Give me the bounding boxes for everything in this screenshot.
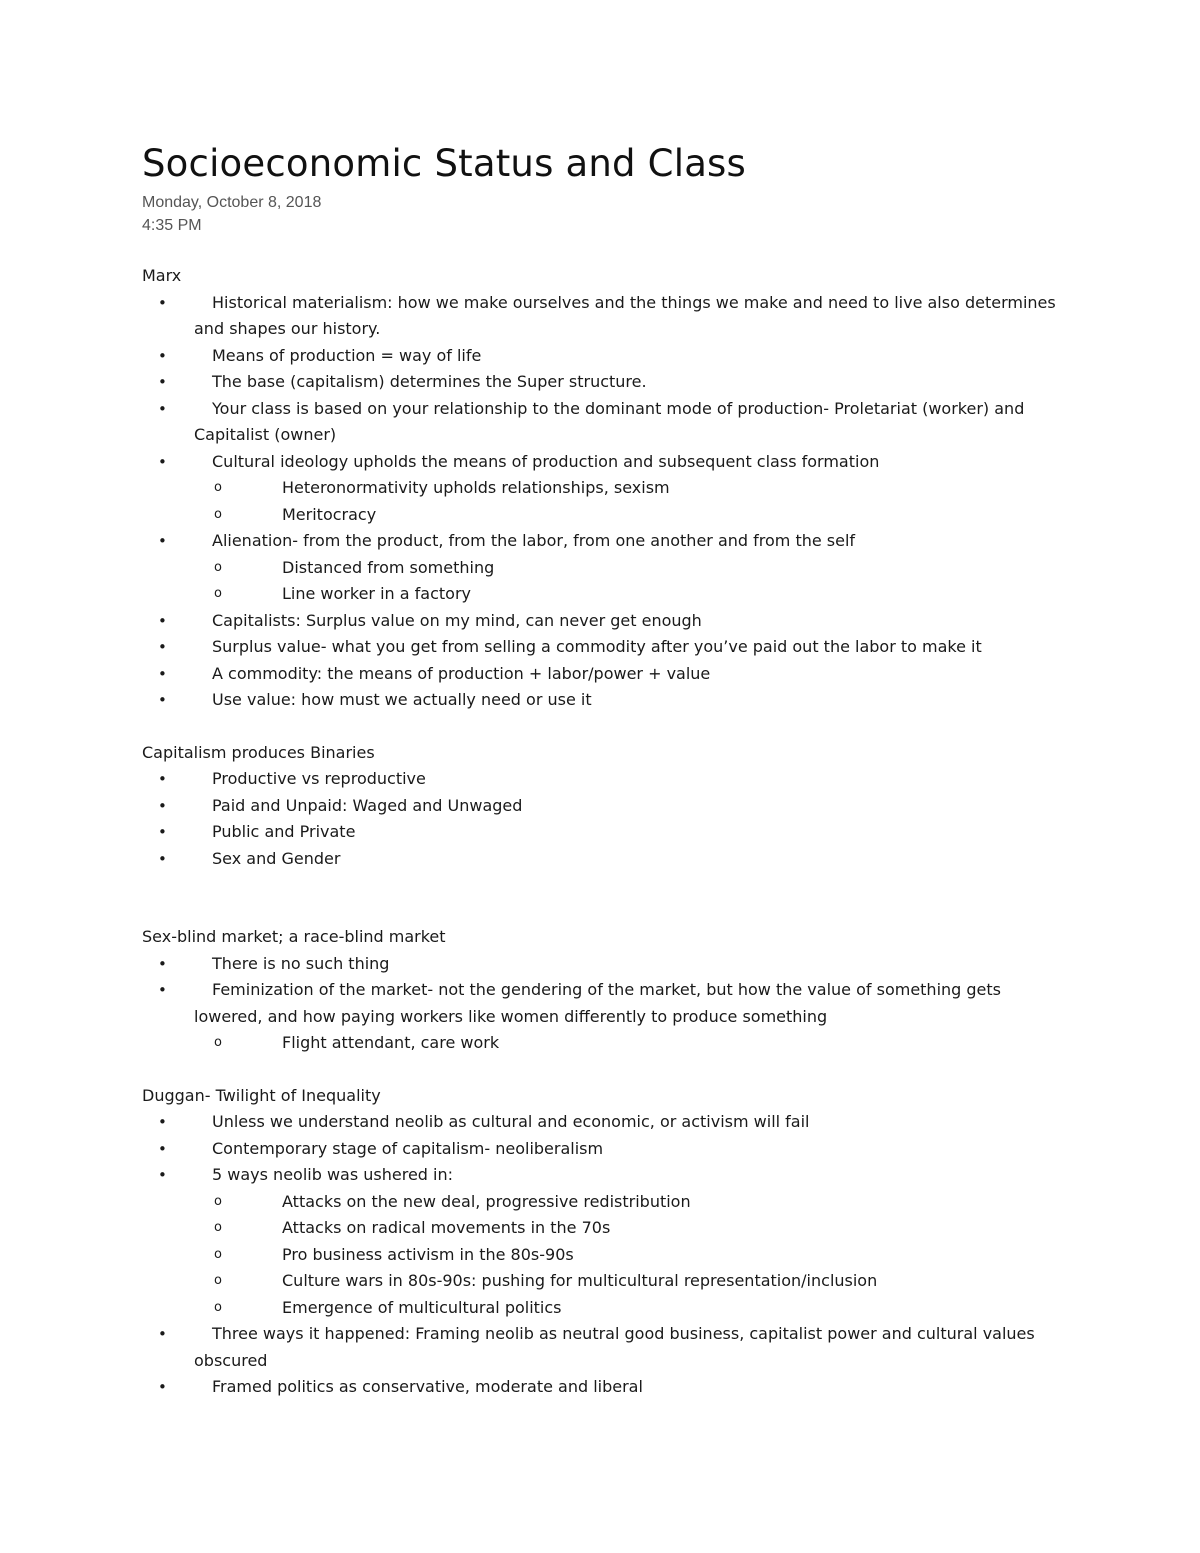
sub-bullet-circle-icon: o: [214, 586, 222, 601]
bullet-text: Sex and Gender: [212, 848, 341, 868]
section-heading: Marx: [142, 266, 182, 285]
bullet-dot-icon: •: [158, 611, 167, 630]
bullet-text: Framed politics as conservative, moderate and liberal: [212, 1377, 643, 1396]
bullet-dot-icon: •: [158, 1113, 167, 1131]
bullet-item: [142, 793, 1072, 820]
section-heading: Capitalism produces Binaries: [142, 742, 375, 762]
section-sex-blind-market-a-race-blind-: [142, 924, 1072, 1057]
bullet-text: Surplus value- what you get from selling a commodity after you’ve paid out the labor to make it: [212, 637, 982, 656]
bullet-item: [142, 396, 1072, 449]
bullet-item: [142, 977, 1072, 1030]
bullet-dot-icon: •: [158, 638, 167, 656]
bullet-dot-icon: •: [158, 770, 167, 788]
sub-bullet-circle-icon: o: [214, 506, 222, 522]
sub-bullet-text: Pro business activism in the 80s-90s: [282, 1244, 574, 1264]
bullet-item: [142, 634, 1072, 661]
bullet-item: [142, 687, 1072, 714]
bullet-text: Unless we understand neolib as cultural and economic, or activism will fail: [212, 1112, 810, 1131]
bullet-text: Public and Private: [212, 822, 356, 841]
section-capitalism-produces-binaries: [142, 740, 1072, 873]
bullet-dot-icon: •: [158, 532, 167, 550]
bullet-item: [142, 846, 1072, 873]
bullet-item: [142, 819, 1072, 846]
bullet-dot-icon: •: [158, 346, 167, 365]
bullet-list: [142, 766, 1072, 872]
note-date: Monday, October 8, 2018: [142, 194, 322, 211]
bullet-dot-icon: •: [158, 1166, 167, 1184]
bullet-item: [142, 1162, 1072, 1189]
bullet-text: A commodity: the means of production + labor/power + value: [212, 663, 711, 683]
bullet-dot-icon: •: [158, 796, 167, 815]
bullet-text: Alienation- from the product, from the labor, from one another and from the self: [212, 531, 856, 550]
bullet-text: Use value: how must we actually need or use it: [212, 690, 592, 709]
bullet-item: [142, 766, 1072, 793]
sub-bullet-text: Meritocracy: [282, 504, 377, 524]
bullet-item: [142, 951, 1072, 978]
bullet-text: Historical materialism: how we make ourselves and the things we make and need to live also determines and shapes our history.: [194, 292, 1056, 338]
sub-bullet-circle-icon: o: [214, 1220, 222, 1235]
sub-bullet-text: Attacks on radical movements in the 70s: [282, 1218, 611, 1237]
bullet-item: [142, 1374, 1072, 1401]
section-marx: [142, 263, 1072, 714]
sub-bullet-circle-icon: o: [214, 1299, 222, 1315]
bullet-item: [142, 608, 1072, 635]
note-time: 4:35 PM: [142, 217, 202, 234]
bullet-item: [142, 528, 1072, 555]
sub-bullet-item: [142, 1295, 1072, 1322]
sub-bullet-circle-icon: o: [214, 1246, 222, 1262]
bullet-item: [142, 369, 1072, 396]
bullet-item: [142, 290, 1072, 343]
sub-bullet-item: [142, 1242, 1072, 1269]
bullet-text: Means of production = way of life: [212, 345, 482, 365]
bullet-list: [142, 951, 1072, 1057]
sub-bullet-text: Line worker in a factory: [282, 584, 471, 603]
bullet-text: Three ways it happened: Framing neolib as neutral good business, capitalist power and cultural values obscured: [194, 1324, 1035, 1370]
note-page: [142, 140, 1072, 1401]
bullet-text: Productive vs reproductive: [212, 769, 426, 788]
sub-bullet-item: [142, 1030, 1072, 1057]
sub-bullet-item: [142, 1268, 1072, 1295]
bullet-dot-icon: •: [158, 664, 167, 683]
bullet-dot-icon: •: [158, 399, 167, 418]
bullet-text: Cultural ideology upholds the means of production and subsequent class formation: [212, 451, 880, 471]
bullet-dot-icon: •: [158, 293, 167, 312]
bullet-text: Contemporary stage of capitalism- neoliberalism: [212, 1138, 604, 1158]
bullet-text: There is no such thing: [212, 953, 390, 973]
bullet-dot-icon: •: [158, 823, 167, 841]
bullet-dot-icon: •: [158, 1378, 167, 1396]
bullet-dot-icon: •: [158, 373, 167, 391]
note-title: Socioeconomic Status and Class: [142, 142, 747, 185]
sub-bullet-item: [142, 475, 1072, 502]
bullet-list: [142, 290, 1072, 714]
section-heading: Sex-blind market; a race-blind market: [142, 927, 446, 946]
bullet-text: 5 ways neolib was ushered in:: [212, 1165, 454, 1184]
sub-bullet-item: [142, 1189, 1072, 1216]
sub-bullet-text: Attacks on the new deal, progressive redistribution: [282, 1191, 691, 1211]
bullet-item: [142, 1136, 1072, 1163]
sub-bullet-item: [142, 1215, 1072, 1242]
section-heading: Duggan- Twilight of Inequality: [142, 1085, 381, 1105]
bullet-dot-icon: •: [158, 981, 167, 999]
section-duggan-twilight-of-inequality: [142, 1083, 1072, 1401]
sub-bullet-text: Flight attendant, care work: [282, 1033, 500, 1052]
bullet-item: [142, 1109, 1072, 1136]
sub-bullet-circle-icon: o: [214, 1193, 222, 1209]
sub-bullet-text: Culture wars in 80s-90s: pushing for multicultural representation/inclusion: [282, 1271, 878, 1290]
bullet-item: [142, 343, 1072, 370]
bullet-item: [142, 1321, 1072, 1374]
bullet-dot-icon: •: [158, 1325, 167, 1343]
note-body: [142, 263, 1072, 1401]
sub-bullet-item: [142, 502, 1072, 529]
bullet-text: Your class is based on your relationship to the dominant mode of production- Proletariat (worker) and Capitalist (owner): [194, 398, 1025, 444]
sub-bullet-circle-icon: o: [214, 480, 222, 495]
bullet-text: Capitalists: Surplus value on my mind, can never get enough: [212, 610, 702, 630]
sub-bullet-circle-icon: o: [214, 1035, 222, 1050]
bullet-text: Paid and Unpaid: Waged and Unwaged: [212, 795, 523, 815]
sub-bullet-text: Heteronormativity upholds relationships, sexism: [282, 478, 670, 497]
bullet-text: Feminization of the market- not the gendering of the market, but how the value of something gets lowered, and how paying workers like women differently to produce something: [194, 980, 1002, 1026]
bullet-item: [142, 449, 1072, 476]
sub-bullet-text: Distanced from something: [282, 557, 495, 577]
sub-bullet-text: Emergence of multicultural politics: [282, 1297, 562, 1317]
sub-bullet-circle-icon: o: [214, 559, 222, 575]
bullet-dot-icon: •: [158, 452, 167, 471]
sub-bullet-circle-icon: o: [214, 1273, 222, 1288]
bullet-dot-icon: •: [158, 691, 167, 709]
sub-bullet-item: [142, 581, 1072, 608]
bullet-dot-icon: •: [158, 1139, 167, 1158]
bullet-item: [142, 661, 1072, 688]
bullet-dot-icon: •: [158, 954, 167, 973]
bullet-dot-icon: •: [158, 849, 167, 868]
sub-bullet-item: [142, 555, 1072, 582]
bullet-text: The base (capitalism) determines the Super structure.: [212, 372, 647, 391]
bullet-list: [142, 1109, 1072, 1401]
